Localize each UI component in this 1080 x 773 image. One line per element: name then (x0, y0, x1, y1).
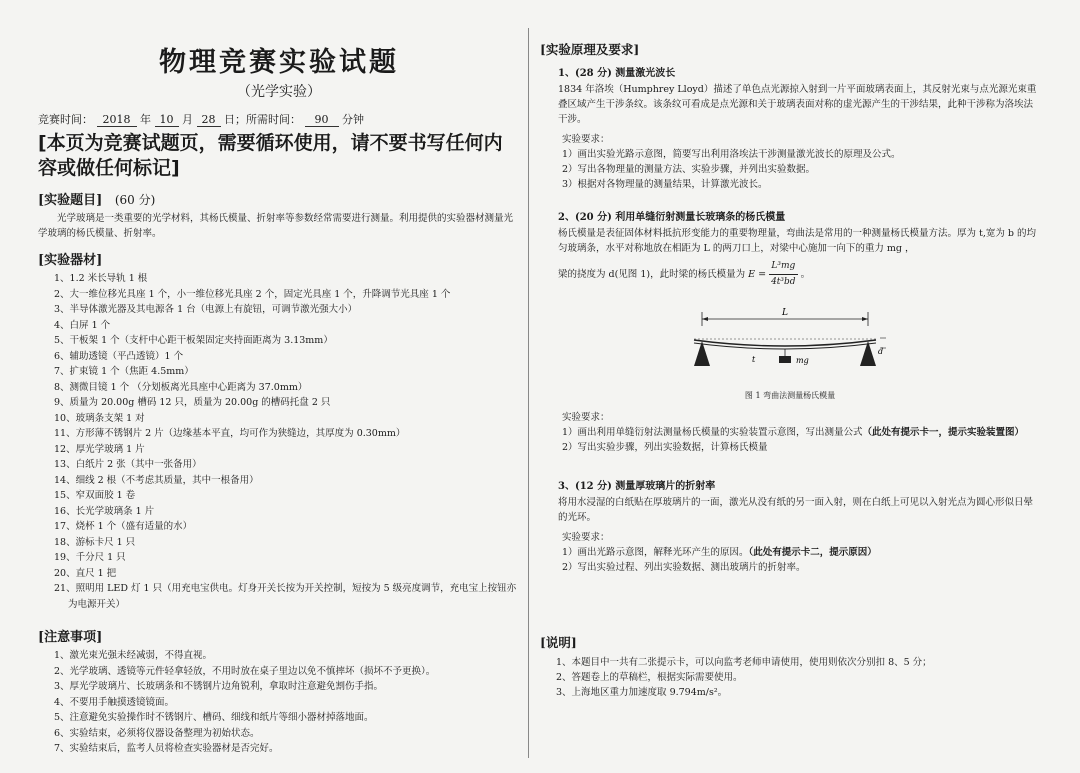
list-item: 16、长光学玻璃条 1 片 (54, 505, 155, 517)
list-item: 11、方形薄不锈钢片 2 片（边缘基本平直，均可作为狭缝边，其厚度为 0.30mm） (54, 428, 406, 439)
list-item: 3、厚光学玻璃片、长玻璃条和不锈钢片边角锐利，拿取时注意避免割伤手指。 (54, 681, 384, 692)
list-item: 2）写出实验过程、列出实验数据、测出玻璃片的折射率。 (562, 562, 806, 573)
arrow-left (702, 317, 708, 321)
date-label: 竞赛时间： (38, 113, 93, 126)
list-item: 7、扩束镜 1 个（焦距 4.5mm） (54, 366, 194, 377)
label-t: t (752, 355, 756, 364)
list-item: 3、半导体激光器及其电源各 1 台（电源上有旋钮，可调节激光强大小） (54, 304, 358, 315)
bending-figure (690, 304, 890, 399)
list-item: 15、窄双面胶 1 卷 (54, 490, 136, 501)
q2-req-label: 实验要求： (562, 412, 610, 423)
list-item: 5、注意避免实验操作时不锈钢片、槽码、细线和纸片等细小器材掉落地面。 (54, 712, 374, 723)
list-item: 19、千分尺 1 只 (54, 552, 126, 563)
topic-heading-text: [实验题目] (38, 193, 103, 208)
bent-beam (694, 340, 876, 346)
right-column (540, 40, 1040, 700)
q1-text: 1834 年洛埃（Humphrey Lloyd）描述了单色点光源掠入射到一片平面玻璃表面上，其反射光束与点光源光束重叠区域产生干涉条纹。该条纹可看成是点光源和关于玻璃表面对称的虚光源产生的干涉结果，此种干涉称为洛埃法干涉。 (558, 84, 1037, 125)
explain-heading: [说明] (540, 635, 577, 650)
exam-day: 28 (197, 113, 221, 127)
list-item: 5、干板架 1 个（支杆中心距干板架固定夹持面距离为 3.13mm） (54, 335, 333, 346)
q1-title: 1、(28 分) 测量激光波长 (558, 68, 676, 79)
q2-req1-hint: （此处有提示卡一，提示实验装置图） (862, 427, 1025, 438)
list-item: 14、细线 2 根（不考虑其质量，其中一根备用） (54, 474, 259, 486)
exam-month: 10 (155, 113, 179, 127)
formula-lhs: E = (748, 269, 767, 280)
page-title: 物理竞赛实验试题 (159, 47, 399, 78)
column-divider (528, 28, 529, 758)
notes-heading: [注意事项] (38, 630, 103, 645)
arrow-right (862, 317, 868, 321)
formula-fraction (769, 259, 797, 290)
warning-banner: [本页为竞赛试题页，需要循环使用，请不要书写任何内容或做任何标记] (38, 132, 503, 179)
list-item: 6、实验结束，必须将仪器设备整理为初始状态。 (54, 727, 260, 739)
list-item: 13、白纸片 2 张（其中一张备用） (54, 459, 202, 470)
q3-text: 将用水浸湿的白纸贴在厚玻璃片的一面，激光从没有纸的另一面入射，则在白纸上可见以入射光点为圆心形似日晕的光环。 (558, 497, 1034, 523)
list-item (562, 545, 1040, 560)
year-unit: 年 (140, 113, 151, 126)
figure-caption: 图 1 弯曲法测量杨氏模量 (744, 391, 836, 400)
q2-req-list (540, 425, 1040, 455)
principle-heading: [实验原理及要求] (540, 42, 640, 57)
list-item: 2）写出实验步骤，列出实验数据，计算杨氏模量 (562, 442, 768, 453)
q3-title: 3、(12 分) 测量厚玻璃片的折射率 (558, 481, 716, 492)
formula-end: 。 (800, 269, 811, 280)
list-item: 1）画出实验光路示意图，简要写出利用洛埃法干涉测量激光波长的原理及公式。 (562, 149, 901, 160)
exam-year: 2018 (97, 113, 137, 127)
bending-diagram (690, 304, 890, 384)
topic-heading (38, 189, 520, 208)
hanging-weight (779, 356, 791, 363)
exam-meta (38, 111, 520, 127)
q3-req1-hint: （此处有提示卡二，提示原因） (748, 547, 877, 558)
list-item: 1、1.2 米长导轨 1 根 (54, 273, 148, 284)
list-item: 21、照明用 LED 灯 1 只（用充电宝供电。灯身开关长按为开关控制，短按为 5 级亮度调节，充电宝上按钮亦为电源开关） (54, 583, 517, 610)
label-d: d (878, 347, 884, 356)
equipment-heading: [实验器材] (38, 253, 103, 268)
list-item: 3）根据对各物理量的测量结果，计算激光波长。 (562, 179, 768, 190)
month-unit: 月 (182, 113, 193, 126)
list-item: 4、不要用手触摸透镜镜面。 (54, 696, 175, 708)
list-item: 1、本题目中一共有二张提示卡，可以向监考老师申请使用，使用则依次分别扣 8、5 分； (556, 657, 932, 668)
q2-text-a: 杨氏模量是表征固体材料抵抗形变能力的重要物理量，弯曲法是常用的一种测量杨氏模量方法。厚为 t,宽为 b 的均匀玻璃条，水平对称地放在相距为 L 的两刀口上，对梁中心施加一向下的重力 mg ， (558, 228, 1036, 254)
list-item: 18、游标卡尺 1 只 (54, 536, 136, 548)
list-item: 12、厚光学玻璃 1 片 (54, 443, 145, 455)
q1-req-list (540, 147, 1040, 192)
list-item: 3、上海地区重力加速度取 9.794m/s²。 (556, 687, 728, 698)
list-item: 2、大一维位移光具座 1 个，小一维位移光具座 2 个，固定光具座 1 个，升降调节光具座 1 个 (54, 288, 451, 300)
formula-denominator: 4t³bd (771, 277, 796, 287)
duration-unit: 分钟 (342, 113, 364, 126)
q2-title: 2、(20 分) 利用单缝衍射测量长玻璃条的杨氏模量 (558, 212, 786, 223)
list-item: 9、质量为 20.00g 槽码 12 只，质量为 20.00g 的槽码托盘 2 只 (54, 397, 331, 408)
q3-req-list (540, 545, 1040, 575)
list-item: 8、测微目镜 1 个 （分划板离光具座中心距离为 37.0mm） (54, 381, 308, 393)
equipment-list (38, 271, 520, 612)
label-L: L (782, 308, 788, 318)
q3-req1-text: 1）画出光路示意图，解释光环产生的原因。 (562, 547, 749, 558)
list-item: 2、答题卷上的草稿栏，根据实际需要使用。 (556, 672, 743, 683)
left-column (38, 40, 520, 757)
q2-req1-text: 1）画出利用单缝衍射法测量杨氏模量的实验装置示意图，写出测量公式 (562, 427, 863, 438)
list-item (562, 425, 1040, 440)
list-item: 1、激光束光强未经减弱，不得直视。 (54, 650, 213, 661)
explain-list (540, 655, 1040, 700)
list-item: 6、辅助透镜（平凸透镜）1 个 (54, 350, 184, 362)
topic-score: (60 分) (114, 193, 156, 207)
list-item: 10、玻璃条支架 1 对 (54, 412, 145, 424)
q2-formula-line (540, 259, 1040, 290)
day-unit: 日；所需时间： (224, 113, 301, 126)
list-item: 4、白屏 1 个 (54, 319, 111, 331)
list-item: 17、烧杯 1 个（盛有适量的水） (54, 521, 193, 532)
q1-req-label: 实验要求： (562, 134, 610, 145)
notes-list (38, 648, 520, 757)
list-item: 2、光学玻璃、透镜等元件轻拿轻放，不用时放在桌子里边以免不慎摔坏（损坏不予更换）。 (54, 665, 436, 677)
list-item: 2）写出各物理量的测量方法、实验步骤，并列出实验数据。 (562, 164, 816, 175)
page-subtitle: （光学实验） (237, 84, 321, 100)
list-item: 20、直尺 1 把 (54, 567, 117, 579)
topic-text: 光学玻璃是一类重要的光学材料，其杨氏模量、折射率等参数经常需要进行测量。利用提供的实验器材测量光学玻璃的杨氏模量、折射率。 (38, 213, 514, 239)
q3-req-label: 实验要求： (562, 532, 610, 543)
exam-duration: 90 (305, 113, 339, 127)
q2-text-b: 梁的挠度为 d(见图 1)，此时梁的杨氏模量为 (558, 269, 746, 280)
formula-numerator: L³mg (769, 259, 797, 275)
list-item: 7、实验结束后，监考人员将检查实验器材是否完好。 (54, 743, 279, 754)
label-mg: mg (796, 356, 809, 365)
